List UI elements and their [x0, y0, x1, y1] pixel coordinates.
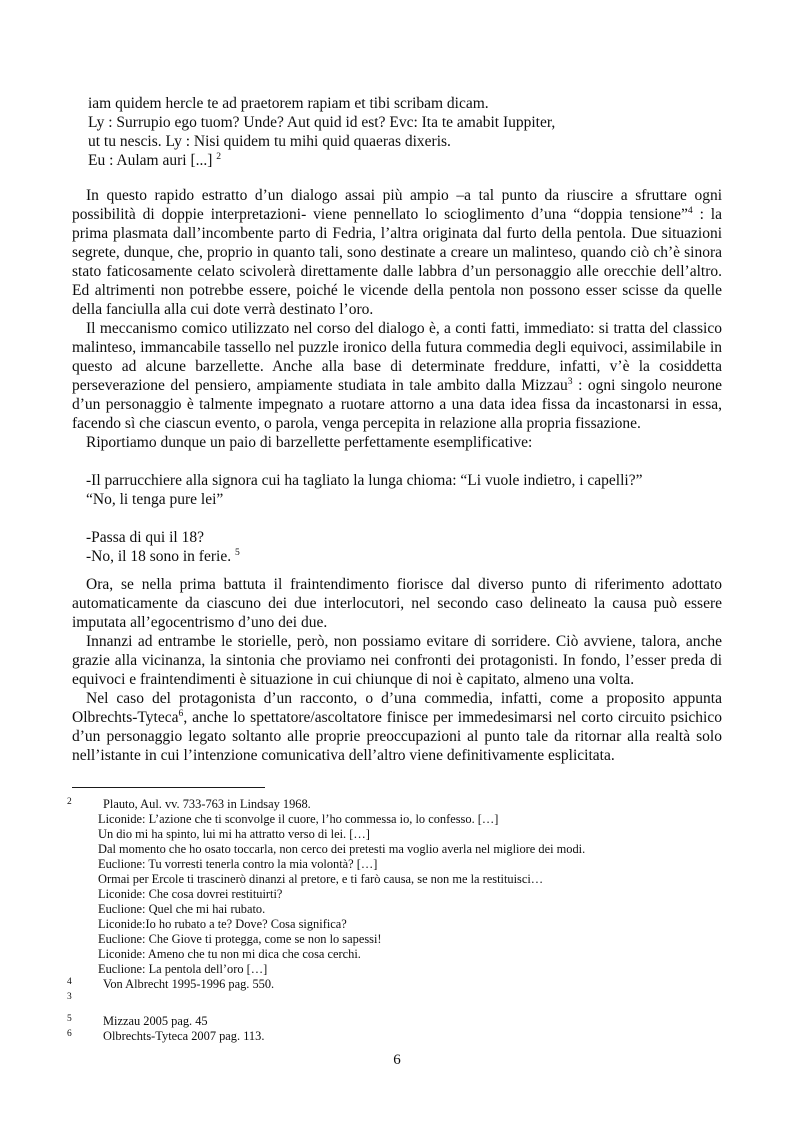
footnote-line: Euclione: Che Giove ti protegga, come se non lo sapessi! [98, 932, 382, 946]
footnote-ref-2: 2 [216, 150, 222, 162]
paragraph-text: Nel caso del protagonista d’un racconto, o d’una commedia, infatti, come a proposito appunta Olbrechts-Tyteca [72, 690, 722, 726]
footnotes-section [67, 787, 722, 1044]
footnote-line: Liconide: Ameno che tu non mi dica che cosa cerchi. [98, 947, 361, 961]
paragraph-estratto [72, 186, 722, 319]
spacer [72, 452, 722, 471]
footnote-line: Ormai per Ercole ti trascinerò dinanzi al pretore, e ti farò causa, se non me la restituisci… [98, 872, 544, 886]
latin-quote-line [88, 151, 722, 170]
footnote-6 [67, 1029, 722, 1044]
latin-quote-line: ut tu nescis. Ly : Nisi quidem tu mihi quid quaeras dixeris. [88, 133, 451, 150]
page-body [72, 94, 722, 765]
footnote-ref-6: 6 [178, 707, 184, 719]
footnote-line: Euclione: Quel che mi hai rubato. [98, 902, 266, 916]
footnote-line: Un dio mi ha spinto, lui mi ha attratto verso di lei. […] [98, 827, 370, 841]
latin-quote-text: Eu : Aulam auri [...] [88, 152, 217, 169]
latin-quote-line: iam quidem hercle te ad praetorem rapiam et tibi scribam dicam. [88, 95, 489, 112]
paragraph-meccanismo [72, 319, 722, 433]
footnote-5 [67, 1014, 722, 1029]
joke-line: “No, li tenga pure lei” [86, 491, 224, 508]
paragraph-nel-caso [72, 689, 722, 765]
paragraph-text: Il meccanismo comico utilizzato nel corso del dialogo è, a conti fatti, immediato: si tratta del classico malinteso, immancabile tassello nel puzzle ironico della futura commedia degli equivoci, assimilabile in questo ad alcune barzellette. Anche alla base di determinate freddure, infatti, v’è la cosiddetta perseverazione del pensiero, ampiamente studiata in tale ambito dalla Mizzau [72, 320, 722, 394]
footnote-marker: 6 [67, 1029, 72, 1039]
joke-line: -Passa di qui il 18? [86, 529, 204, 546]
footnote-separator-rule [72, 787, 265, 788]
footnote-2 [67, 797, 722, 977]
page-number: 6 [393, 1052, 401, 1068]
footnote-line: Plauto, Aul. vv. 733-763 in Lindsay 1968. [103, 797, 311, 811]
footnote-ref-4: 4 [687, 204, 693, 216]
spacer [86, 509, 722, 528]
paragraph-riportiamo: Riportiamo dunque un paio di barzellette perfettamente esemplificative: [86, 434, 533, 451]
paragraph-text: , anche lo spettatore/ascoltatore finisce per immedesimarsi nel corto circuito psichico d’un personaggio legato soltanto alle proprie preoccupazioni al punto tale da ritornar alla realtà solo nell’istante in cui l’intenzione comunicativa dell’altro viene definitivamente esplicitata. [72, 709, 722, 764]
footnote-line: Mizzau 2005 pag. 45 [103, 1014, 208, 1028]
joke-line [86, 547, 722, 566]
footnote-marker: 5 [67, 1014, 72, 1024]
latin-quote-line: Ly : Surrupio ego tuom? Unde? Aut quid id est? Evc: Ita te amabit Iuppiter, [88, 114, 556, 131]
footnote-line: Olbrechts-Tyteca 2007 pag. 113. [103, 1029, 265, 1043]
footnote-ref-3: 3 [567, 375, 573, 387]
footnote-line: Liconide: L’azione che ti sconvolge il cuore, l’ho commessa io, lo confesso. […] [98, 812, 499, 826]
footnote-line: Liconide:Io ho rubato a te? Dove? Cosa significa? [98, 917, 347, 931]
paragraph-text: In questo rapido estratto d’un dialogo assai più ampio –a tal punto da riuscire a sfruttare ogni possibilità di doppie interpretazioni- viene pennellato lo scioglimento d’una “doppia tensione” [72, 187, 722, 223]
spacer [72, 1007, 722, 1014]
joke-text: -No, il 18 sono in ferie. [86, 548, 235, 565]
footnote-4 [67, 977, 722, 992]
footnote-3 [67, 992, 722, 1007]
latin-quote-block [88, 94, 722, 170]
footnote-line: Liconide: Che cosa dovrei restituirti? [98, 887, 283, 901]
paragraph-text: : ogni singolo neurone d’un personaggio è talmente impegnato a ruotare attorno a una data idea fissa da incastonarsi in essa, facendo sì che ciascun evento, o parola, venga percepita in relazione alla propria fissazione. [72, 377, 722, 432]
paragraph-text: : la prima plasmata dall’incombente parto di Fedria, l’altra originata dal furto della pentola. Due situazioni segrete, dunque, che, proprio in quanto tali, sono destinate a creare un malinteso, quando ciò ch’è sinora stato faticosamente celato scivolerà direttamente dalle labbra d’un personaggio alle orecchie dell’altro. Ed altrimenti non potrebbe essere, poiché le vicende della pentola non possono esser scisse da quelle della fanciulla alla cui dote verrà destinato l’oro. [72, 206, 722, 318]
footnote-marker: 2 [67, 797, 72, 807]
footnote-ref-5: 5 [234, 546, 240, 558]
footnote-marker: 4 [67, 977, 72, 987]
footnote-line: Von Albrecht 1995-1996 pag. 550. [103, 977, 275, 991]
footnote-body [98, 797, 722, 977]
footnote-line: Euclione: La pentola dell’oro […] [98, 962, 268, 976]
paragraph-innanzi: Innanzi ad entrambe le storielle, però, non possiamo evitare di sorridere. Ciò avviene, talora, anche grazie alla vicinanza, la sintonia che proviamo nei confronti dei protagonisti. In fondo, l’esser preda di equivoci e fraintendimenti è situazione in cui chiunque di noi è capitato, almeno una volta. [72, 633, 722, 688]
footnote-line: Euclione: Tu vorresti tenerla contro la mia volontà? […] [98, 857, 378, 871]
footnote-line: Dal momento che ho osato toccarla, non cerco dei pretesti ma voglio averla nel migliore dei modi. [98, 842, 586, 856]
joke-line: -Il parrucchiere alla signora cui ha tagliato la lunga chioma: “Li vuole indietro, i capelli?” [86, 472, 643, 489]
spacer [72, 566, 722, 575]
paragraph-ora: Ora, se nella prima battuta il fraintendimento fiorisce dal diverso punto di riferimento adottato automaticamente da ciascuno dei due interlocutori, nel secondo caso delineato la causa può essere imputata all’egocentrismo d’uno dei due. [72, 576, 722, 631]
footnote-marker: 3 [67, 992, 72, 1002]
jokes-block [86, 471, 722, 566]
